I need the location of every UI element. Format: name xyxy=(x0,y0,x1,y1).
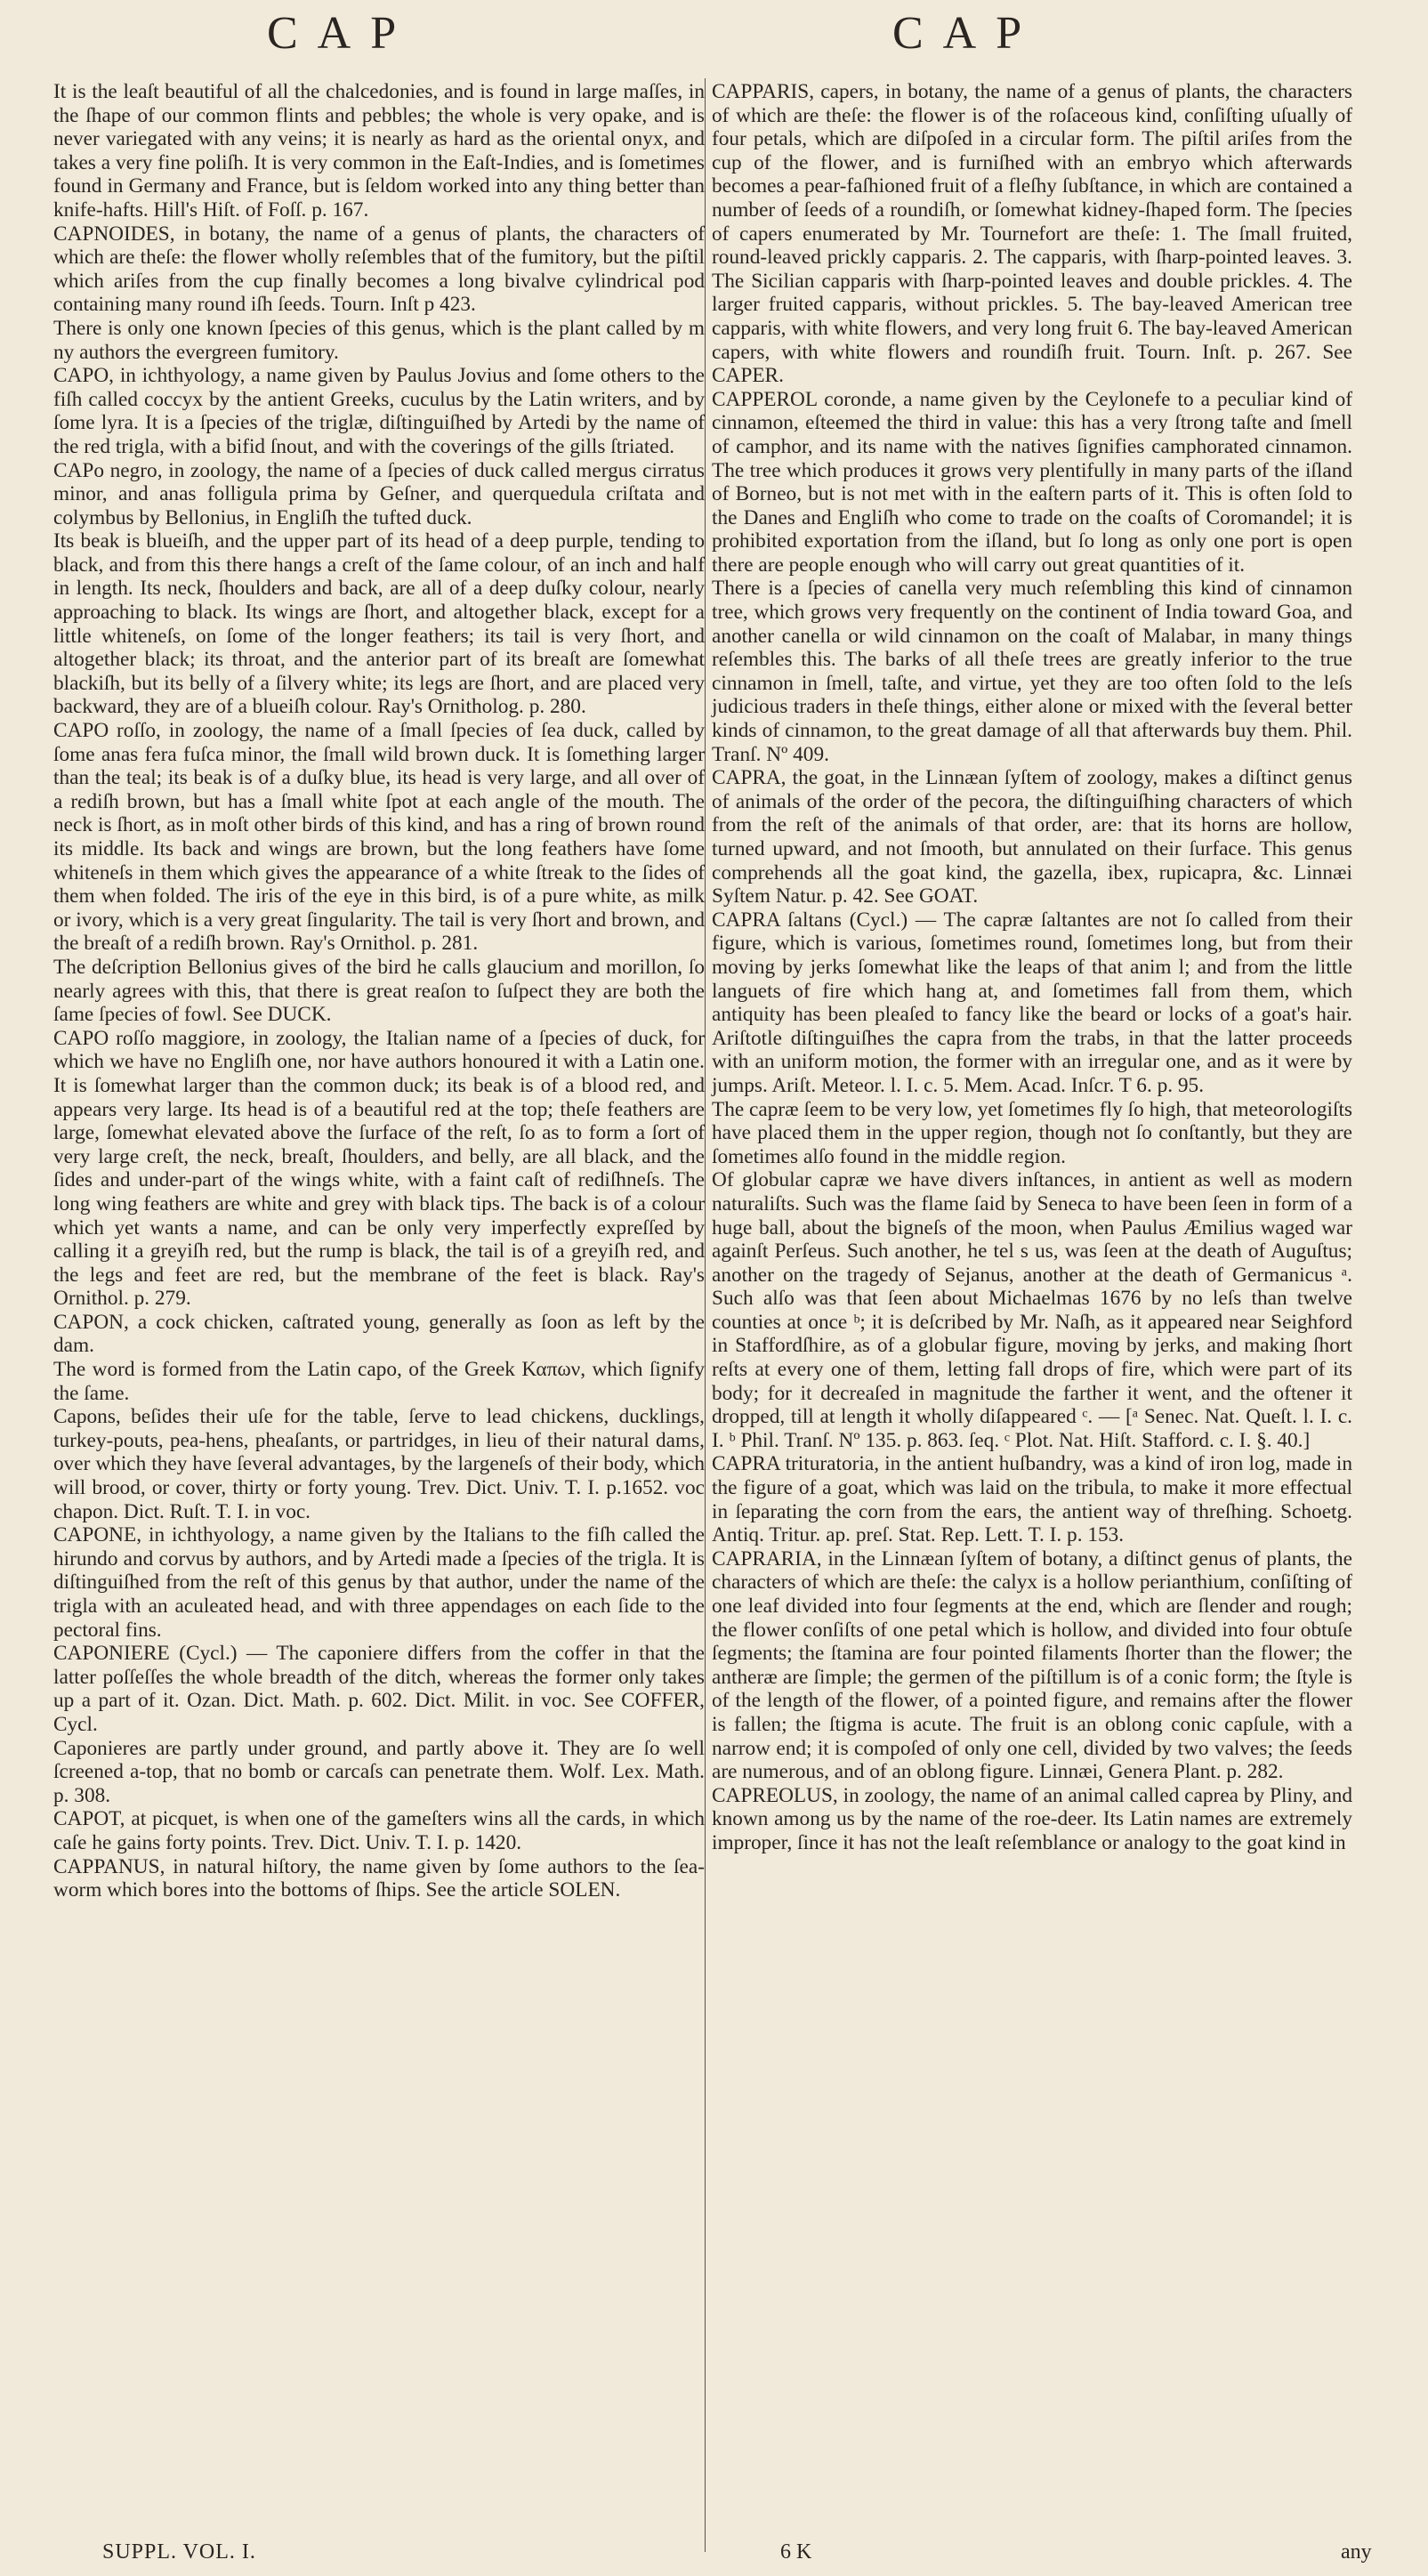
running-head-right: CAP xyxy=(892,8,1042,59)
dictionary-paragraph: CAPREOLUS, in zoology, the name of an animal called caprea by Pliny, and known among us by the name of the roe-deer. Its Latin names are extremely improper, ſince it has not the leaſt reſemblance or analogy to the goat kind in xyxy=(712,1783,1352,1854)
dictionary-paragraph: CAPo negro, in zoology, the name of a ſpecies of duck called mergus cirratus minor, and anas folligula prima by Geſner, and querquedula criſtata and colymbus by Bellonius, in Engliſh the tufted duck. xyxy=(53,458,705,529)
signature-mark: SUPPL. VOL. I. xyxy=(102,2540,256,2564)
dictionary-paragraph: CAPOT, at picquet, is when one of the gameſters wins all the cards, in which caſe he gains forty points. Trev. Dict. Univ. T. I. p. 1420. xyxy=(53,1807,705,1854)
dictionary-paragraph: Capons, beſides their uſe for the table, ſerve to lead chickens, ducklings, turkey-pouts, pea-hens, pheaſants, or partridges, in lieu of their natural dams, over which they have ſeveral advantages, by the largeneſs of their body, which will brood, or cover, thirty or forty young. Trev. Dict. Univ. T. I. p.1652. voc chapon. Dict. Ruſt. T. I. in voc. xyxy=(53,1405,705,1523)
dictionary-paragraph: CAPONIERE (Cycl.) — The caponiere differs from the coffer in that the latter poſſeſſes the whole breadth of the ditch, whereas the former only takes up a part of it. Ozan. Dict. Math. p. 602. Dict. Milit. in voc. See COFFER, Cycl. xyxy=(53,1642,705,1736)
dictionary-paragraph: CAPPEROL coronde, a name given by the Ceylonefe to a peculiar kind of cinnamon, eſteemed the third in value: this has a very ſtrong taſte and ſmell of camphor, and its name with the natives ſignifies camphorated cinnamon. The tree which produces it grows very plentifully in many parts of the iſland of Borneo, but is not met with in the eaſtern parts of it. This is often ſold to the Danes and Engliſh who come to trade on the coaſts of Coromandel; it is prohibited exportation from the iſland, but ſo long as only one port is open there are people enough who will carry out great quantities of it. xyxy=(712,387,1352,577)
dictionary-paragraph: Caponieres are partly under ground, and partly above it. They are ſo well ſcreened a-top, that no bomb or carcaſs can penetrate them. Wolf. Lex. Math. p. 308. xyxy=(53,1736,705,1807)
dictionary-paragraph: CAPRARIA, in the Linnæan ſyſtem of botany, a diſtinct genus of plants, the characters of which are theſe: the calyx is a hollow perianthium, conſiſting of one leaf divided into four ſegments at the end, which are ſlender and rough; the flower conſiſts of one petal which is hollow, and divided into four obtuſe ſegments; the ſtamina are four pointed filaments ſhorter than the flower; the antheræ are ſimple; the germen of the piſtillum is of a conic form; the ſtyle is of the length of the flower, of a pointed figure, and remains after the flower is fallen; the ſtigma is acute. The fruit is an oblong conic capſule, with a narrow end; it is compoſed of only one cell, divided by two valves; the ſeeds are numerous, and of an oblong figure. Linnæi, Genera Plant. p. 282. xyxy=(712,1546,1352,1784)
dictionary-paragraph: CAPONE, in ichthyology, a name given by the Italians to the fiſh called the hirundo and corvus by authors, and by Artedi made a ſpecies of the trigla. It is diſtinguiſhed from the reſt of this genus by that author, under the name of the trigla with an aculeated head, and with three appendages on each ſide to the pectoral fins. xyxy=(53,1523,705,1642)
dictionary-paragraph: It is the leaſt beautiful of all the chalcedonies, and is found in large maſſes, in the ſhape of our common flints and pebbles; the whole is very opake, and is never variegated with any veins; it is nearly as hard as the oriental onyx, and takes a very fine poliſh. It is very common in the Eaſt-Indies, and is ſometimes found in Germany and France, but is ſeldom worked into any thing better than knife-hafts. Hill's Hiſt. of Foſſ. p. 167. xyxy=(53,80,705,222)
dictionary-paragraph: CAPRA trituratoria, in the antient huſbandry, was a kind of iron log, made in the figure of a goat, which was laid on the tribula, to make it more effectual in ſeparating the corn from the ears, the antient way of threſhing. Schoetg. Antiq. Tritur. ap. preſ. Stat. Rep. Lett. T. I. p. 153. xyxy=(712,1452,1352,1547)
dictionary-paragraph: CAPO, in ichthyology, a name given by Paulus Jovius and ſome others to the fiſh called coccyx by the antient Greeks, cuculus by the Latin writers, and by ſome lyra. It is a ſpecies of the triglæ, diſtinguiſhed by Artedi by the name of the red trigla, with a bifid ſnout, and with the coverings of the gills ſtriated. xyxy=(53,364,705,458)
dictionary-paragraph: CAPNOIDES, in botany, the name of a genus of plants, the characters of which are theſe: the flower wholly reſembles that of the fumitory, but the piſtil which ariſes from the cup finally becomes a long bivalve cylindrical pod containing many round iſh ſeeds. Tourn. Inſt p 423. xyxy=(53,222,705,317)
dictionary-paragraph: CAPO roſſo, in zoology, the name of a ſmall ſpecies of ſea duck, called by ſome anas fera fuſca minor, the ſmall wild brown duck. It is ſomething larger than the teal; its beak is of a duſky blue, its head is very large, and all over of a rediſh brown, but has a ſmall white ſpot at each angle of the mouth. The neck is ſhort, as in moſt other birds of this kind, and has a ring of brown round its middle. Its back and wings are brown, but the long feathers have ſome whiteneſs in them which gives the appearance of a white ſtreak to the ſides of them when folded. The iris of the eye in this bird, is of a pure white, as milk or ivory, which is a very great ſingularity. The tail is very ſhort and brown, and the breaſt of a rediſh brown. Ray's Ornithol. p. 281. xyxy=(53,719,705,956)
dictionary-paragraph: CAPPANUS, in natural hiſtory, the name given by ſome authors to the ſea-worm which bores into the bottoms of ſhips. See the article SOLEN. xyxy=(53,1854,705,1902)
dictionary-paragraph: Its beak is blueiſh, and the upper part of its head of a deep purple, tending to black, and from this there hangs a creſt of the ſame colour, of an inch and half in length. Its neck, ſhoulders and back, are all of a deep duſky colour, nearly approaching to black. Its wings are ſhort, and altogether black, except for a little whiteneſs, on ſome of the longer feathers; its tail is very ſhort, and altogether black; its throat, and the anterior part of its breaſt are ſomewhat blackiſh, but its belly of a ſilvery white; its legs are ſhort, and are placed very backward, they are of a blueiſh colour. Ray's Ornitholog. p. 280. xyxy=(53,529,705,719)
dictionary-paragraph: There is a ſpecies of canella very much reſembling this kind of cinnamon tree, which grows very frequently on the continent of India toward Goa, and another canella or wild cinnamon on the coaſt of Malabar, in many things reſembles this. The barks of all theſe trees are greatly inferior to the true cinnamon in ſmell, taſte, and virtue, yet they are too often ſold to the leſs judicious traders in theſe things, either alone or mixed with the ſeveral better kinds of cinnamon, to the great damage of all that afterwards buy them. Phil. Tranſ. Nº 409. xyxy=(712,577,1352,766)
running-head-left: CAP xyxy=(267,8,416,59)
dictionary-paragraph: CAPON, a cock chicken, caſtrated young, generally as ſoon as left by the dam. xyxy=(53,1310,705,1358)
dictionary-paragraph: The deſcription Bellonius gives of the bird he calls glaucium and morillon, ſo nearly agrees with this, that there is great reaſon to ſuſpect they are both the ſame ſpecies of fowl. See DUCK. xyxy=(53,955,705,1027)
dictionary-paragraph: Of globular capræ we have divers inſtances, in antient as well as modern naturaliſts. Such was the flame ſaid by Seneca to have been ſeen in form of a huge ball, about the bigneſs of the moon, when Paulus Æmilius waged war againſt Perſeus. Such another, he tel s us, was ſeen at the death of Auguſtus; another on the tragedy of Sejanus, another at the death of Germanicus ᵃ. Such alſo was that ſeen about Michaelmas 1676 by no leſs than twelve counties at once ᵇ; it is deſcribed by Mr. Naſh, as it appeared near Seighford in Staffordſhire, as of a globular figure, moving by jerks, and making ſhort reſts at every one of them, letting fall drops of fire, which were part of its body; for it decreaſed in magnitude the farther it went, and the oftener it dropped, till at length it wholly diſappeared ᶜ. — [ᵃ Senec. Nat. Queſt. l. I. c. I. ᵇ Phil. Tranſ. Nº 135. p. 863. ſeq. ᶜ Plot. Nat. Hiſt. Stafford. c. I. §. 40.] xyxy=(712,1168,1352,1452)
dictionary-paragraph: CAPPARIS, capers, in botany, the name of a genus of plants, the characters of which are theſe: the flower is of the roſaceous kind, conſiſting uſually of four petals, which are diſpoſed in a circular form. The piſtil ariſes from the cup of the flower, and is furniſhed with an embryo which afterwards becomes a pear-faſhioned fruit of a fleſhy ſubſtance, in which are contained a number of ſeeds of a roundiſh, or ſomewhat kidney-ſhaped form. The ſpecies of capers enumerated by Mr. Tournefort are theſe: 1. The ſmall fruited, round-leaved prickly capparis. 2. The capparis, with ſharp-pointed leaves. 3. The Sicilian capparis with ſharp-pointed leaves and double prickles. 4. The larger fruited capparis, without prickles. 5. The bay-leaved American tree capparis, with white flowers, and very long fruit 6. The bay-leaved American capers, with white flowers and roundiſh fruit. Tourn. Inſt. p. 267. See CAPER. xyxy=(712,80,1352,388)
left-column xyxy=(53,80,705,1902)
dictionary-paragraph: CAPO roſſo maggiore, in zoology, the Italian name of a ſpecies of duck, for which we have no Engliſh one, nor have authors honoured it with a Latin one. It is ſomewhat larger than the common duck; its beak is of a blood red, and appears very large. Its head is of a beautiful red at the top; theſe feathers are large, ſomewhat elevated above the ſurface of the reſt, ſo as to form a ſort of very large creſt, the neck, breaſt, ſhoulders, and belly, are all black, and the ſides and under-part of the wings white, with a faint caſt of rediſhneſs. The long wing feathers are white and grey with black tips. The back is of a colour which yet wants a name, and can be only very imperfectly expreſſed by calling it a greyiſh red, but the rump is black, the tail is of a greyiſh red, and the legs and feet are red, but the membrane of the feet is black. Ray's Ornithol. p. 279. xyxy=(53,1026,705,1311)
catchword: any xyxy=(1341,2540,1372,2564)
dictionary-paragraph: The word is formed from the Latin capo, of the Greek Καπων, which ſignify the ſame. xyxy=(53,1358,705,1405)
column-rule xyxy=(705,78,706,2552)
dictionary-paragraph: The capræ ſeem to be very low, yet ſometimes fly ſo high, that meteorologiſts have placed them in the upper region, though not ſo conſtantly, but they are ſometimes alſo found in the middle region. xyxy=(712,1097,1352,1168)
dictionary-paragraph: CAPRA ſaltans (Cycl.) — The capræ ſaltantes are not ſo called from their figure, which is various, ſometimes round, ſometimes long, but from their moving by jerks ſomewhat like the leaps of that anim l; and from the little languets of fire which hang at, and ſometimes fall from them, which antiquity has been pleaſed to fancy like the beard or locks of a goat's hair. Ariſtotle diſtinguiſhes the capra from the trabs, in that the latter proceeds with an uniform motion, the former with an irregular one, and as it were by jumps. Ariſt. Meteor. l. I. c. 5. Mem. Acad. Inſcr. T 6. p. 95. xyxy=(712,908,1352,1097)
dictionary-paragraph: There is only one known ſpecies of this genus, which is the plant called by m ny authors the evergreen fumitory. xyxy=(53,316,705,364)
right-column xyxy=(712,80,1352,1855)
gathering-mark: 6 K xyxy=(780,2540,812,2564)
dictionary-paragraph: CAPRA, the goat, in the Linnæan ſyſtem of zoology, makes a diſtinct genus of animals of the order of the pecora, the diſtinguiſhing characters of which from the reſt of the animals of that order, are: that its horns are hollow, turned upward, and not ſmooth, but annulated on their ſurface. This genus comprehends all the goat kind, the gazella, ibex, rupicapra, &c. Linnæi Syſtem Natur. p. 42. See GOAT. xyxy=(712,766,1352,908)
